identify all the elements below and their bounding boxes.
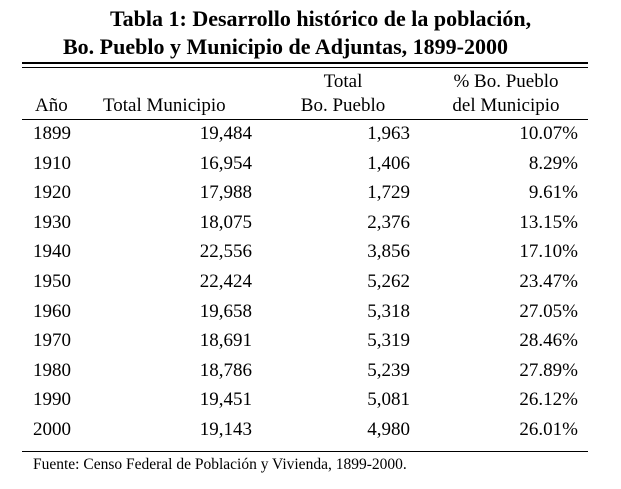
pct-bo-pueblo-cell: 27.89% (519, 359, 578, 381)
total-bo-pueblo-cell: 1,963 (367, 123, 410, 144)
pct-bo-pueblo-cell: 26.12% (519, 389, 578, 411)
year-cell: 1899 (33, 123, 71, 144)
total-municipio-cell: 18,786 (199, 359, 252, 381)
table-row (0, 327, 621, 356)
year-cell: 1920 (33, 182, 71, 204)
year-cell: 1910 (33, 152, 71, 174)
table-row (0, 298, 621, 327)
year-cell: 1990 (33, 389, 71, 411)
year-cell: 1950 (33, 271, 71, 292)
table-row (0, 268, 621, 297)
year-cell: 1970 (33, 330, 71, 352)
table-row (0, 386, 621, 415)
header-total-municipio: Total Municipio (103, 95, 226, 116)
total-municipio-cell: 17,988 (199, 182, 252, 204)
source-note: Fuente: Censo Federal de Población y Vivienda, 1899-2000. (33, 456, 407, 473)
table-row (0, 150, 621, 179)
table-row (0, 120, 621, 149)
table-row (0, 357, 621, 386)
year-cell: 1980 (33, 359, 71, 381)
total-bo-pueblo-cell: 1,729 (367, 182, 410, 204)
table-row (0, 179, 621, 208)
total-bo-pueblo-cell: 1,406 (367, 152, 410, 174)
total-municipio-cell: 19,484 (199, 123, 252, 144)
table-row (0, 416, 621, 445)
year-cell: 2000 (33, 419, 71, 440)
table-row (0, 209, 621, 238)
total-municipio-cell: 18,691 (199, 330, 252, 352)
pct-bo-pueblo-cell: 26.01% (519, 419, 578, 440)
pct-bo-pueblo-cell: 27.05% (519, 300, 578, 322)
total-municipio-cell: 19,658 (199, 300, 252, 322)
total-bo-pueblo-cell: 3,856 (367, 241, 410, 263)
total-municipio-cell: 18,075 (199, 211, 252, 233)
pct-bo-pueblo-cell: 17.10% (519, 241, 578, 263)
total-bo-pueblo-cell: 5,318 (367, 300, 410, 322)
top-rule-thick (22, 62, 588, 64)
table-title-line-2: Bo. Pueblo y Municipio de Adjuntas, 1899-2000 (63, 34, 508, 59)
year-cell: 1960 (33, 300, 71, 322)
header-year: Año (35, 95, 68, 116)
total-municipio-cell: 22,424 (199, 271, 252, 292)
table-title-line-1: Tabla 1: Desarrollo histórico de la población, (110, 6, 532, 31)
header-total-bo-pueblo: Total Bo. Pueblo (300, 71, 386, 116)
pct-bo-pueblo-cell: 13.15% (519, 211, 578, 233)
pct-bo-pueblo-cell: 9.61% (528, 182, 578, 204)
total-bo-pueblo-cell: 5,319 (367, 330, 410, 352)
total-municipio-cell: 22,556 (199, 241, 252, 263)
total-municipio-cell: 19,143 (199, 419, 252, 440)
total-bo-pueblo-cell: 4,980 (367, 419, 410, 440)
pct-bo-pueblo-cell: 23.47% (519, 271, 578, 292)
year-cell: 1930 (33, 211, 71, 233)
total-bo-pueblo-cell: 5,081 (367, 389, 410, 411)
total-bo-pueblo-cell: 5,262 (367, 271, 410, 292)
total-bo-pueblo-cell: 2,376 (367, 211, 410, 233)
header-pct-bo-pueblo: % Bo. Pueblo del Municipio (452, 71, 560, 116)
pct-bo-pueblo-cell: 10.07% (519, 123, 578, 144)
pct-bo-pueblo-cell: 8.29% (528, 152, 578, 174)
top-rule-thin (22, 67, 588, 68)
bottom-rule (22, 451, 588, 452)
pct-bo-pueblo-cell: 28.46% (519, 330, 578, 352)
total-municipio-cell: 16,954 (199, 152, 252, 174)
total-bo-pueblo-cell: 5,239 (367, 359, 410, 381)
total-municipio-cell: 19,451 (199, 389, 252, 411)
year-cell: 1940 (33, 241, 71, 263)
table-row (0, 238, 621, 267)
